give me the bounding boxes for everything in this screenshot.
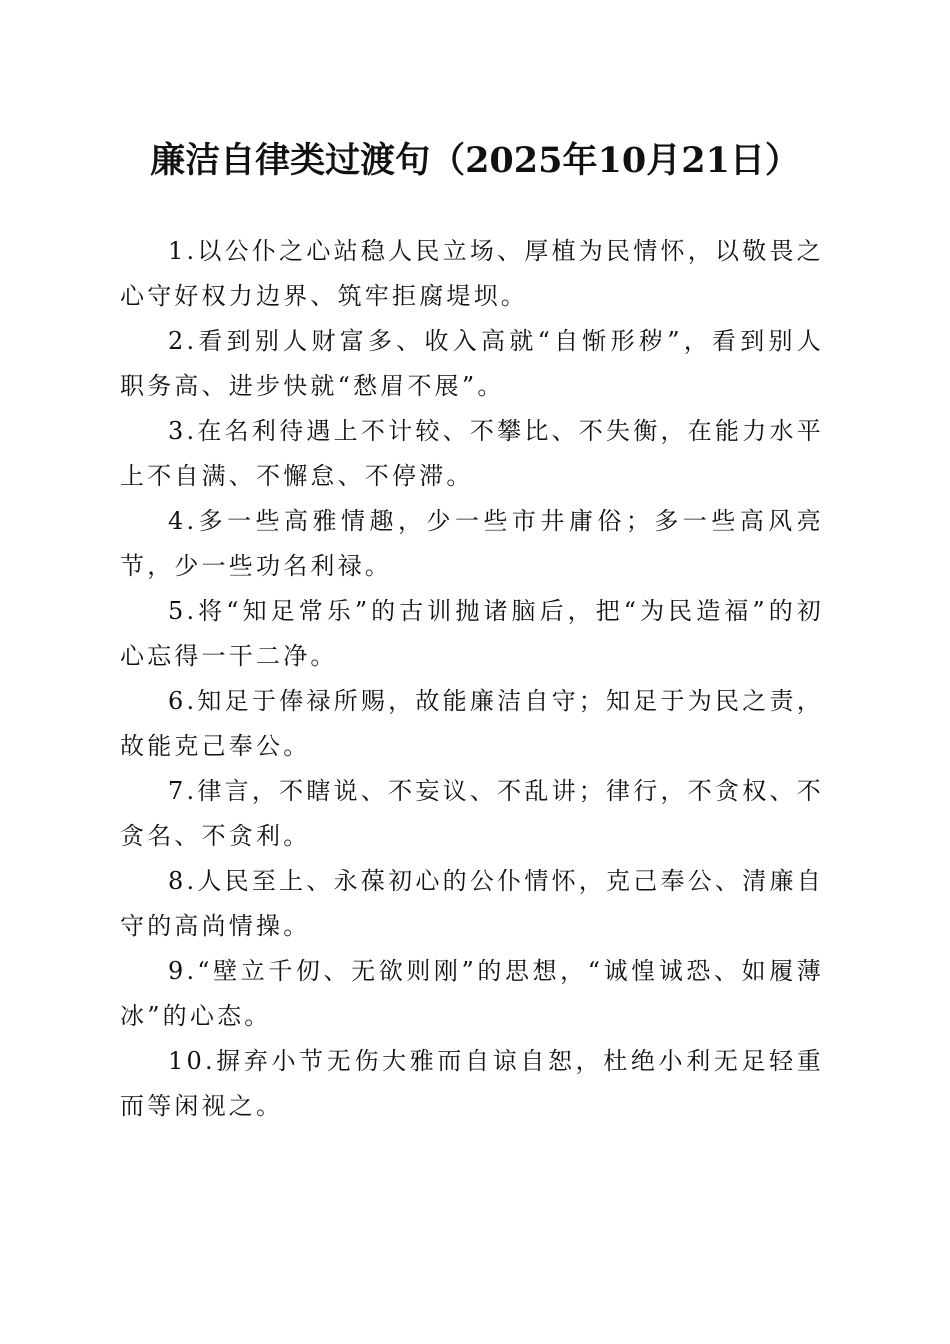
document-title: 廉洁自律类过渡句（2025年10月21日） <box>150 140 800 181</box>
paragraph: 2.看到别人财富多、收入高就“自惭形秽”，看到别人职务高、进步快就“愁眉不展”。 <box>120 327 824 400</box>
paragraph: 6.知足于俸禄所赐，故能廉洁自守；知足于为民之责，故能克己奉公。 <box>120 687 824 760</box>
paragraph: 10.摒弃小节无伤大雅而自谅自恕，杜绝小利无足轻重而等闲视之。 <box>120 1047 824 1120</box>
paragraph: 1.以公仆之心站稳人民立场、厚植为民情怀，以敬畏之心守好权力边界、筑牢拒腐堤坝。 <box>120 237 824 310</box>
paragraph: 8.人民至上、永葆初心的公仆情怀，克己奉公、清廉自守的高尚情操。 <box>120 867 824 940</box>
paragraph: 3.在名利待遇上不计较、不攀比、不失衡，在能力水平上不自满、不懈怠、不停滞。 <box>120 417 824 490</box>
paragraph: 9.“壁立千仞、无欲则刚”的思想，“诚惶诚恐、如履薄冰”的心态。 <box>120 957 824 1030</box>
paragraph: 4.多一些高雅情趣，少一些市井庸俗；多一些高风亮节，少一些功名利禄。 <box>120 507 824 580</box>
paragraph: 7.律言，不瞎说、不妄议、不乱讲；律行，不贪权、不贪名、不贪利。 <box>120 777 824 850</box>
document-body <box>120 229 824 1129</box>
paragraph: 5.将“知足常乐”的古训抛诸脑后，把“为民造福”的初心忘得一干二净。 <box>120 597 824 670</box>
